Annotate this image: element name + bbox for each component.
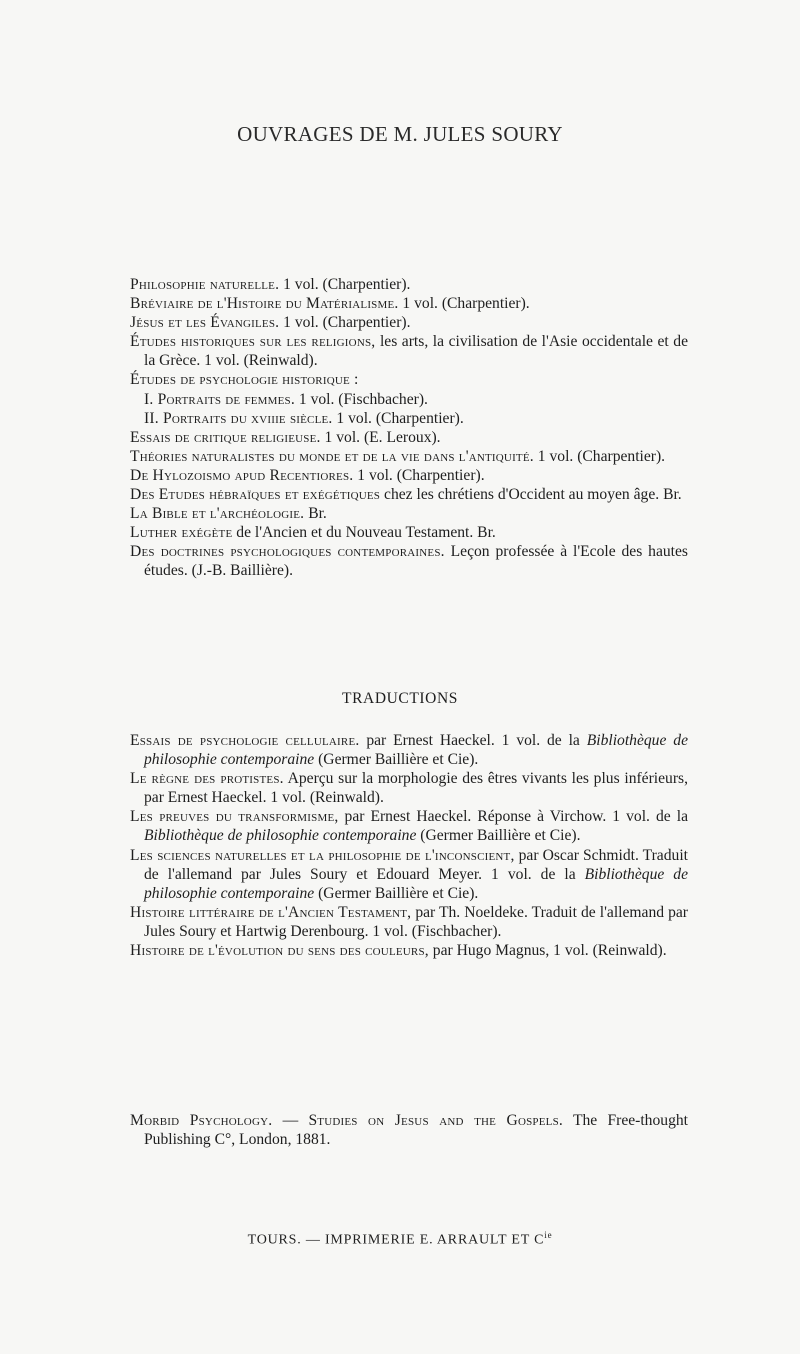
work-entry [130,409,688,428]
translation-details: par Oscar Schmidt. Traduit de l'allemand par Jules Soury et Edouard Meyer. 1 vol. de la [144,846,688,883]
translation-title: Histoire de l'évolution du sens des couleurs, [130,942,429,960]
work-entry [130,370,688,389]
work-details: Leçon professée à l'Ecole des hautes études. (J.-B. Baillière). [144,543,688,580]
translation-title: Essais de psychologie cellulaire. [130,732,360,749]
translation-details: par Ernest Haeckel. 1 vol. de la [359,732,587,749]
work-title: Études de psychologie historique : [130,371,359,389]
work-details: les arts, la civilisation de l'Asie occidentale et de la Grèce. 1 vol. (Reinwald). [144,333,689,370]
work-entry [130,466,688,485]
printer-footer [0,1230,800,1249]
work-entry [130,275,688,294]
page-title: OUVRAGES DE M. JULES SOURY [237,122,563,146]
work-title: Théories naturalistes du monde et de la vie dans l'antiquité. [130,447,534,465]
translation-entry [130,941,688,960]
translation-entry [130,903,688,941]
work-details: Br. [304,505,327,523]
work-entry [130,294,688,313]
translations-list [130,731,688,960]
translation-entry [130,731,688,769]
work-title: Études historiques sur les religions, [130,333,376,351]
translation-details: par Th. Noeldeke. Traduit de l'allemand par Jules Soury et Hartwig Derenbourg. 1 vol. (Fischbacher). [144,903,688,940]
work-title: La Bible et l'archéologie. [130,505,305,523]
work-entry [130,332,688,370]
work-details: chez les chrétiens d'Occident au moyen âge. Br. [380,486,682,504]
english-title-1: Morbid Psychology. [130,1112,273,1129]
work-title: Bréviaire de l'Histoire du Matérialisme. [130,295,399,313]
translations-heading: TRADUCTIONS [342,690,458,707]
translation-entry [130,769,688,807]
work-title: De Hylozoismo apud Recentiores. [130,466,354,484]
english-separator: — [272,1112,309,1129]
translation-publisher: (Germer Baillière et Cie). [314,884,479,902]
work-details: 1 vol. (Charpentier). [332,409,464,427]
work-details: 1 vol. (Charpentier). [533,447,666,465]
works-list [130,275,688,581]
translation-publisher: (Germer Baillière et Cie). [416,827,581,845]
translation-title: Les sciences naturelles et la philosophie de l'inconscient, [130,846,515,864]
work-entry [130,428,688,447]
work-details: de l'Ancien et du Nouveau Testament. Br. [232,524,496,542]
translation-entry [130,846,688,903]
translation-title: Le règne des protistes. [130,770,284,788]
translation-title: Les preuves du transformisme, [130,808,339,826]
work-title: Luther exégète [130,524,233,542]
work-entry [130,542,688,580]
work-title: Des doctrines psychologiques contemporaines. [130,543,445,561]
work-details: 1 vol. (Fischbacher). [294,390,428,408]
translation-publisher: (Germer Baillière et Cie). [314,751,479,769]
footer-text: TOURS. — IMPRIMERIE E. ARRAULT ET C [247,1232,545,1248]
translation-series: Bibliothèque de philosophie contemporaine [144,732,688,769]
english-entry [130,1111,688,1149]
translation-details: par Ernest Haeckel. Réponse à Virchow. 1 vol. de la [338,808,688,826]
translation-title: Histoire littéraire de l'Ancien Testament, [130,903,412,921]
work-title: Philosophie naturelle. [130,276,280,293]
work-title: I. Portraits de femmes. [144,390,295,408]
translation-series: Bibliothèque de philosophie contemporaine [144,827,417,845]
work-details: 1 vol. (Charpentier). [353,466,485,484]
english-rest: The Free-thought Publishing C°, London, 1881. [144,1112,688,1149]
work-details: 1 vol. (Charpentier). [279,276,411,293]
work-title: Des Etudes hébraïques et exégétiques [130,486,381,504]
work-title: Essais de critique religieuse. [130,428,321,446]
work-entry [130,523,688,542]
work-title: II. Portraits du xviiie siècle. [144,409,333,427]
work-details: 1 vol. (E. Leroux). [320,428,441,446]
translation-series: Bibliothèque de philosophie contemporaine [144,865,688,902]
work-entry [130,313,688,332]
work-entry [130,447,688,466]
work-details: 1 vol. (Charpentier). [279,314,411,332]
work-entry [130,390,688,409]
english-works [130,1111,688,1149]
translation-details: par Hugo Magnus, 1 vol. (Reinwald). [428,942,667,960]
work-title: Jésus et les Évangiles. [130,314,280,332]
footer-sup: ie [544,1230,553,1240]
work-entry [130,485,688,504]
translation-entry [130,807,688,845]
work-entry [130,504,688,523]
work-details: 1 vol. (Charpentier). [398,295,530,313]
translation-details: Aperçu sur la morphologie des êtres vivants les plus inférieurs, par Ernest Haeckel. 1 vol. (Reinwald). [144,770,689,807]
english-title-2: Studies on Jesus and the Gospels. [308,1112,563,1129]
